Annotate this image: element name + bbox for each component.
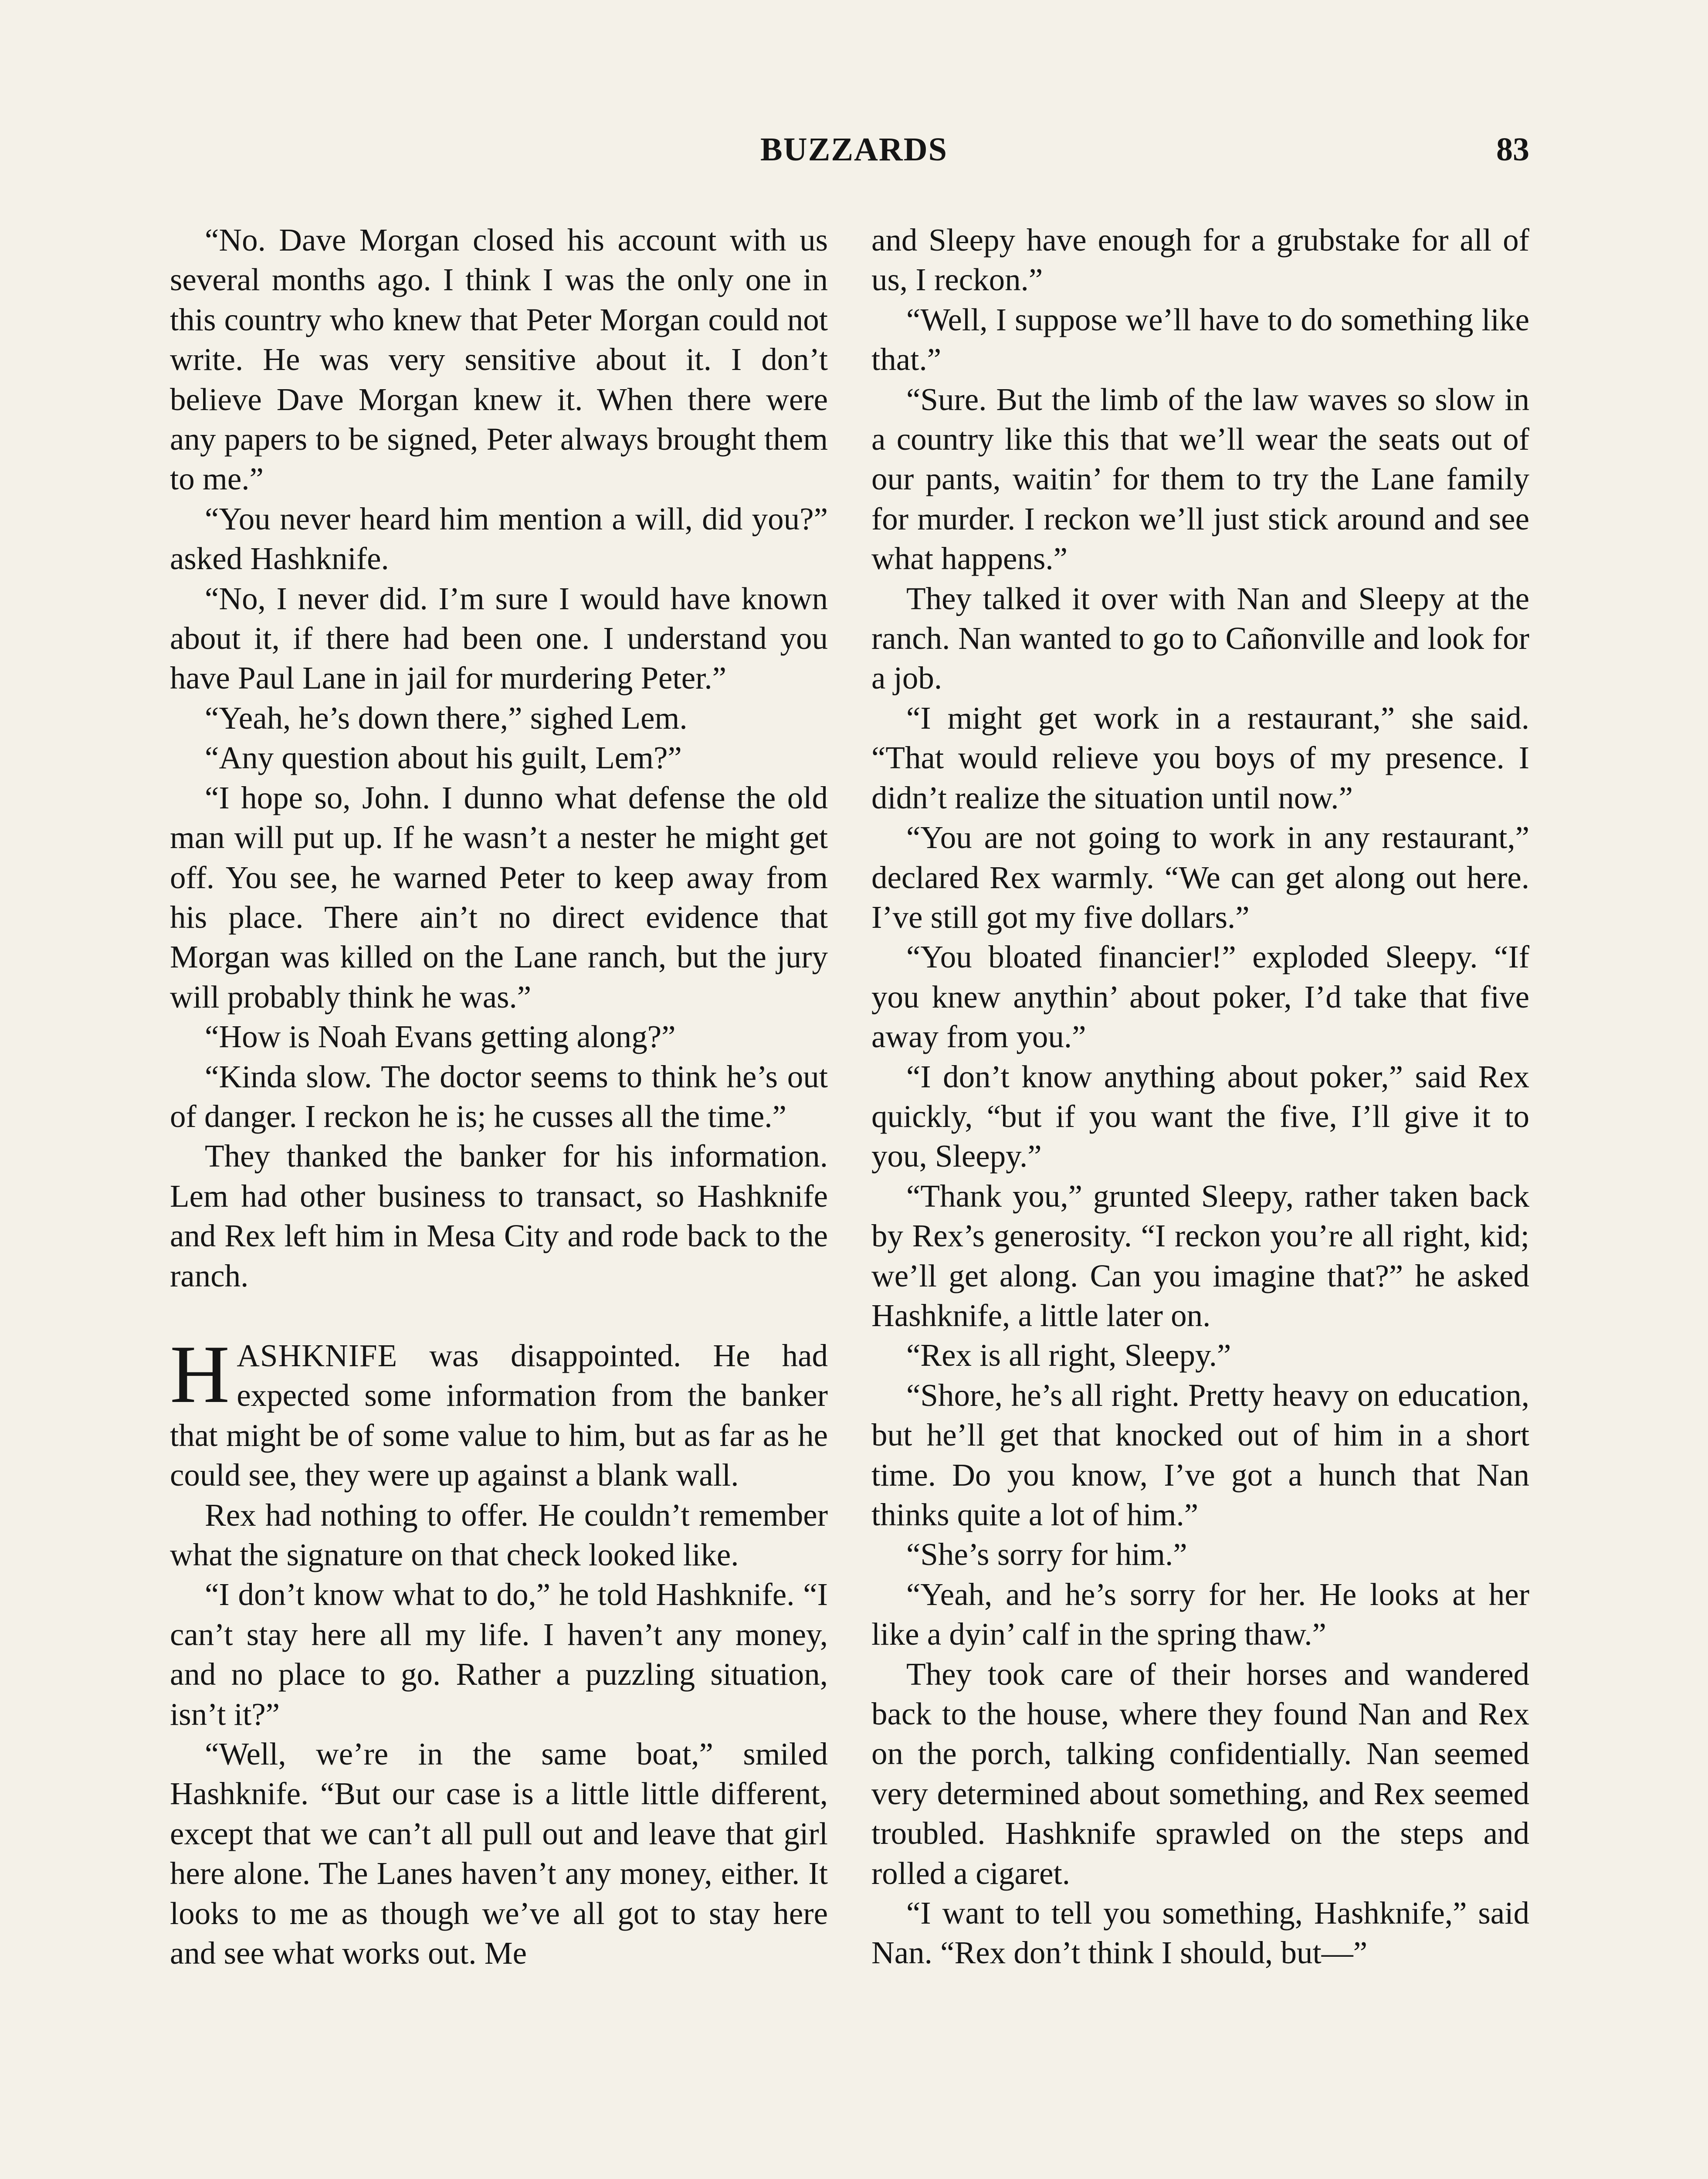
paragraph: They talked it over with Nan and Sleepy at the ranch. Nan wanted to go to Cañonville and look for a job.	[871, 580, 1529, 696]
paragraph: “Any question about his guilt, Lem?”	[205, 740, 682, 776]
paragraph: “Yeah, he’s down there,” sighed Lem.	[205, 700, 688, 736]
paragraph: “She’s sorry for him.”	[906, 1537, 1187, 1572]
section-break	[170, 1296, 828, 1336]
page-number: 83	[1496, 131, 1529, 168]
paragraph: “You bloated financier!” exploded Sleepy. “If you knew anythin’ about poker, I’d take that five away from you.”	[871, 939, 1529, 1055]
paragraph: Rex had nothing to offer. He couldn’t remember what the signature on that check looked like.	[170, 1497, 828, 1572]
running-head	[0, 131, 1708, 179]
paragraph-continued: and Sleepy have enough for a grubstake for all of us, I reckon.”	[871, 222, 1529, 298]
drop-cap-letter: H	[170, 1328, 230, 1420]
paragraph: “I want to tell you something, Hashknife,” said Nan. “Rex don’t think I should, but—”	[871, 1895, 1529, 1971]
paragraph: “Sure. But the limb of the law waves so slow in a country like this that we’ll wear the seats out of our pants, waitin’ for them to try the Lane family for murder. I reckon we’ll just stick around and see what happens.”	[871, 381, 1529, 577]
paragraph: “Well, I suppose we’ll have to do something like that.”	[871, 302, 1529, 377]
paragraph: “No, I never did. I’m sure I would have known about it, if there had been one. I understand you have Paul Lane in jail for murdering Peter.”	[170, 580, 828, 696]
running-title: BUZZARDS	[760, 131, 948, 168]
drop-cap-paragraph	[170, 1328, 828, 1495]
paragraph: “I hope so, John. I dunno what defense the old man will put up. If he wasn’t a nester he might get off. You see, he warned Peter to keep away from his place. There ain’t no direct evidence that Morgan was killed on the Lane ranch, but the jury will probably think he was.”	[170, 780, 828, 1015]
paragraph: “Kinda slow. The doctor seems to think he’s out of danger. I reckon he is; he cusses all the time.”	[170, 1059, 828, 1134]
paragraph: “Rex is all right, Sleepy.”	[906, 1337, 1231, 1373]
right-column	[871, 220, 1529, 2179]
paragraph: “You never heard him mention a will, did you?” asked Hashknife.	[170, 501, 828, 577]
paragraph: They thanked the banker for his information. Lem had other business to transact, so Hashknife and Rex left him in Mesa City and rode back to the ranch.	[170, 1138, 828, 1293]
paragraph: “I don’t know what to do,” he told Hashknife. “I can’t stay here all my life. I haven’t any money, and no place to go. Rather a puzzling situation, isn’t it?”	[170, 1577, 828, 1732]
paragraph: “No. Dave Morgan closed his account with us several months ago. I think I was the only one in this country who knew that Peter Morgan could not write. He was very sensitive about it. I don’t believe Dave Morgan knew it. When there were any papers to be signed, Peter always brought them to me.”	[170, 222, 828, 497]
paragraph: “Yeah, and he’s sorry for her. He looks at her like a dyin’ calf in the spring thaw.”	[871, 1576, 1529, 1652]
paragraph: They took care of their horses and wandered back to the house, where they found Nan and Rex on the porch, talking confidentially. Nan seemed very determined about something, and Rex seemed troubled. Hashknife sprawled on the steps and rolled a cigaret.	[871, 1656, 1529, 1891]
paragraph: “You are not going to work in any restaurant,” declared Rex warmly. “We can get along out here. I’ve still got my five dollars.”	[871, 820, 1529, 935]
paragraph: “How is Noah Evans getting along?”	[205, 1019, 676, 1055]
paragraph: “I might get work in a restaurant,” she said. “That would relieve you boys of my presence. I didn’t realize the situation until now.”	[871, 700, 1529, 815]
paragraph: “I don’t know anything about poker,” said Rex quickly, “but if you want the five, I’ll give it to you, Sleepy.”	[871, 1059, 1529, 1174]
paragraph-text: was disappointed. He had expected some information from the banker that might be of some value to him, but as far as he could see, they were up against a blank wall.	[170, 1337, 828, 1493]
paragraph: “Thank you,” grunted Sleepy, rather taken back by Rex’s generosity. “I reckon you’re all right, kid; we’ll get along. Can you imagine that?” he asked Hashknife, a little later on.	[871, 1178, 1529, 1333]
small-caps-word: ASHKNIFE	[237, 1337, 398, 1373]
paragraph: “Shore, he’s all right. Pretty heavy on education, but he’ll get that knocked out of him in a short time. Do you know, I’ve got a hunch that Nan thinks quite a lot of him.”	[871, 1377, 1529, 1532]
paragraph: “Well, we’re in the same boat,” smiled Hashknife. “But our case is a little little different, except that we can’t all pull out and leave that girl here alone. The Lanes haven’t any money, either. It looks to me as though we’ve all got to stay here and see what works out. Me	[170, 1736, 828, 1971]
left-column	[170, 220, 828, 2179]
